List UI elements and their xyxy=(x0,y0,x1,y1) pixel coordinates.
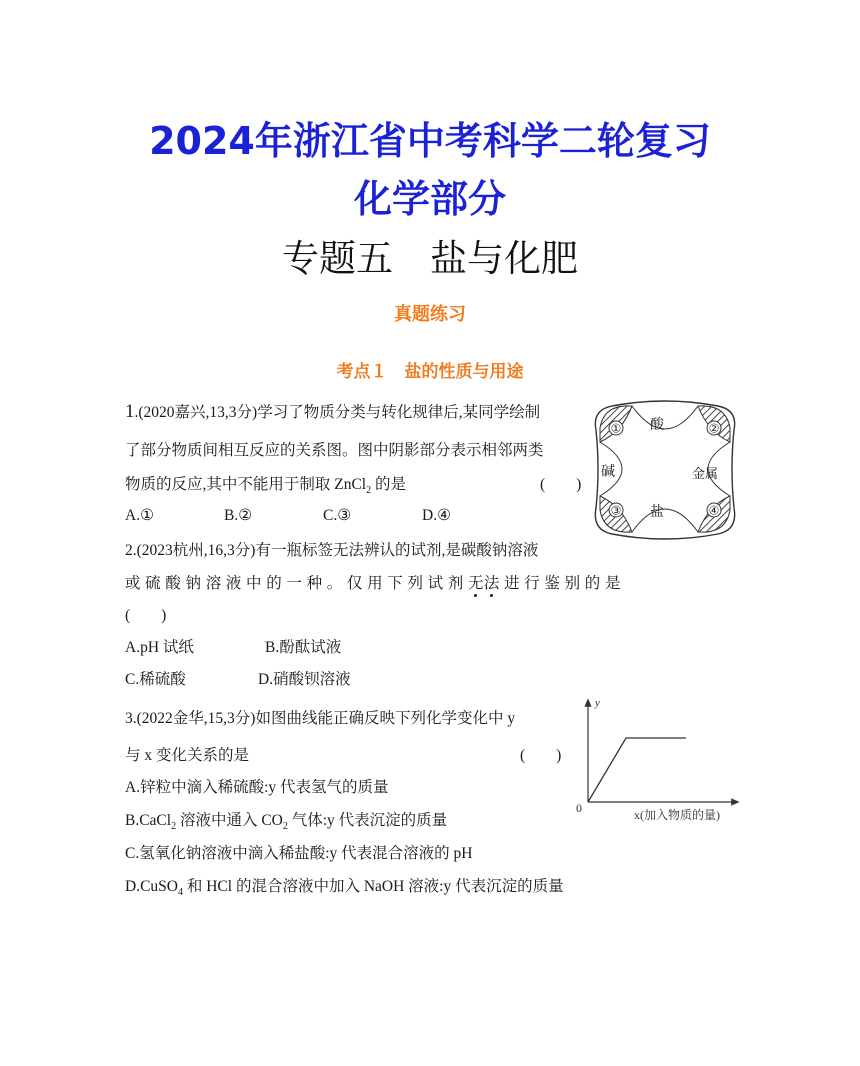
q3-option-c: C.氢氧化钠溶液中滴入稀盐酸:y 代表混合溶液的 pH xyxy=(125,845,473,862)
q2-line2 xyxy=(125,571,621,593)
q3-answer-bracket: ( ) xyxy=(520,747,562,764)
marker-3: ③ xyxy=(610,503,622,518)
q3-line1: 3.(2022金华,15,3分)如图曲线能正确反映下列化学变化中 y xyxy=(125,710,516,727)
q3-option-d-sub: 4 xyxy=(177,887,183,899)
q2-line1: 2.(2023杭州,16,3分)有一瓶标签无法辨认的试剂,是碳酸钠溶液 xyxy=(125,542,539,559)
q2-option-b: B.酚酞试液 xyxy=(265,639,342,656)
q3-graph xyxy=(570,696,740,828)
y-axis-label: y xyxy=(595,697,600,709)
page-title: 2024年浙江省中考科学二轮复习 xyxy=(149,119,711,163)
q3-option-d xyxy=(125,874,564,898)
q3-option-a: A.锌粒中滴入稀硫酸:y 代表氢气的质量 xyxy=(125,779,389,796)
q1-line2: 了部分物质间相互反应的关系图。图中阴影部分表示相邻两类 xyxy=(125,442,544,459)
marker-4: ④ xyxy=(708,503,720,518)
label-acid: 酸 xyxy=(650,418,664,433)
q1-option-d: D.④ xyxy=(422,507,451,524)
marker-2: ② xyxy=(708,421,720,436)
q3-option-d-text: D.CuSO xyxy=(125,878,178,895)
emphasis-char-2: 法 xyxy=(483,575,500,592)
page-title-line2: 化学部分 xyxy=(353,177,506,221)
curve-line xyxy=(588,738,686,802)
q1-number: 1 xyxy=(125,401,135,422)
section-label: 真题练习 xyxy=(394,304,466,325)
page-subtitle: 专题五 盐与化肥 xyxy=(282,237,578,280)
q1-option-a: A.① xyxy=(125,507,154,524)
q2-line2-end: 进 行 鉴 别 的 是 xyxy=(499,575,621,592)
x-axis-label: x(加入物质的量) xyxy=(634,808,720,822)
q3-option-b-mid: 溶液中通入 CO xyxy=(176,812,283,829)
topic-heading: 考点１ 盐的性质与用途 xyxy=(336,362,524,382)
q3-option-b-end: 气体:y 代表沉淀的质量 xyxy=(287,812,448,829)
emphasis-char-1: 无 xyxy=(467,575,484,592)
q2-option-c: C.稀硫酸 xyxy=(125,671,186,688)
q1-option-c: C.③ xyxy=(323,507,352,524)
q3-option-d-end: 和 HCl 的混合溶液中加入 NaOH 溶液:y 代表沉淀的质量 xyxy=(182,878,564,895)
q3-option-b-sub2: 2 xyxy=(282,821,288,833)
q1-option-b: B.② xyxy=(224,507,253,524)
q3-option-b-sub1: 2 xyxy=(171,821,177,833)
q2-answer-bracket: ( ) xyxy=(125,607,167,624)
marker-1: ① xyxy=(610,421,622,436)
q1-subscript: 2 xyxy=(366,485,372,497)
q3-option-b xyxy=(125,808,447,832)
origin-label: 0 xyxy=(576,801,582,815)
label-base: 碱 xyxy=(601,465,615,480)
label-salt: 盐 xyxy=(650,505,664,520)
label-metal: 金属 xyxy=(691,466,719,481)
q1-line1-text: .(2020嘉兴,13,3分)学习了物质分类与转化规律后,某同学绘制 xyxy=(134,404,541,421)
q1-line3-end: 的是 xyxy=(371,476,407,493)
q2-line2-text: 或 硫 酸 钠 溶 液 中 的 一 种 。 仅 用 下 列 试 剂 xyxy=(125,575,468,592)
q1-relationship-diagram xyxy=(592,398,738,540)
q1-answer-bracket: ( ) xyxy=(540,476,582,493)
q3-option-b-text: B.CaCl xyxy=(125,812,172,829)
q1-line3-text: 物质的反应,其中不能用于制取 ZnCl xyxy=(125,476,367,493)
q3-line2: 与 x 变化关系的是 xyxy=(125,747,250,764)
q2-option-d: D.硝酸钡溶液 xyxy=(258,671,351,688)
q2-option-a: A.pH 试纸 xyxy=(125,639,194,656)
q1-line1 xyxy=(125,400,540,423)
q1-line3 xyxy=(125,472,406,496)
